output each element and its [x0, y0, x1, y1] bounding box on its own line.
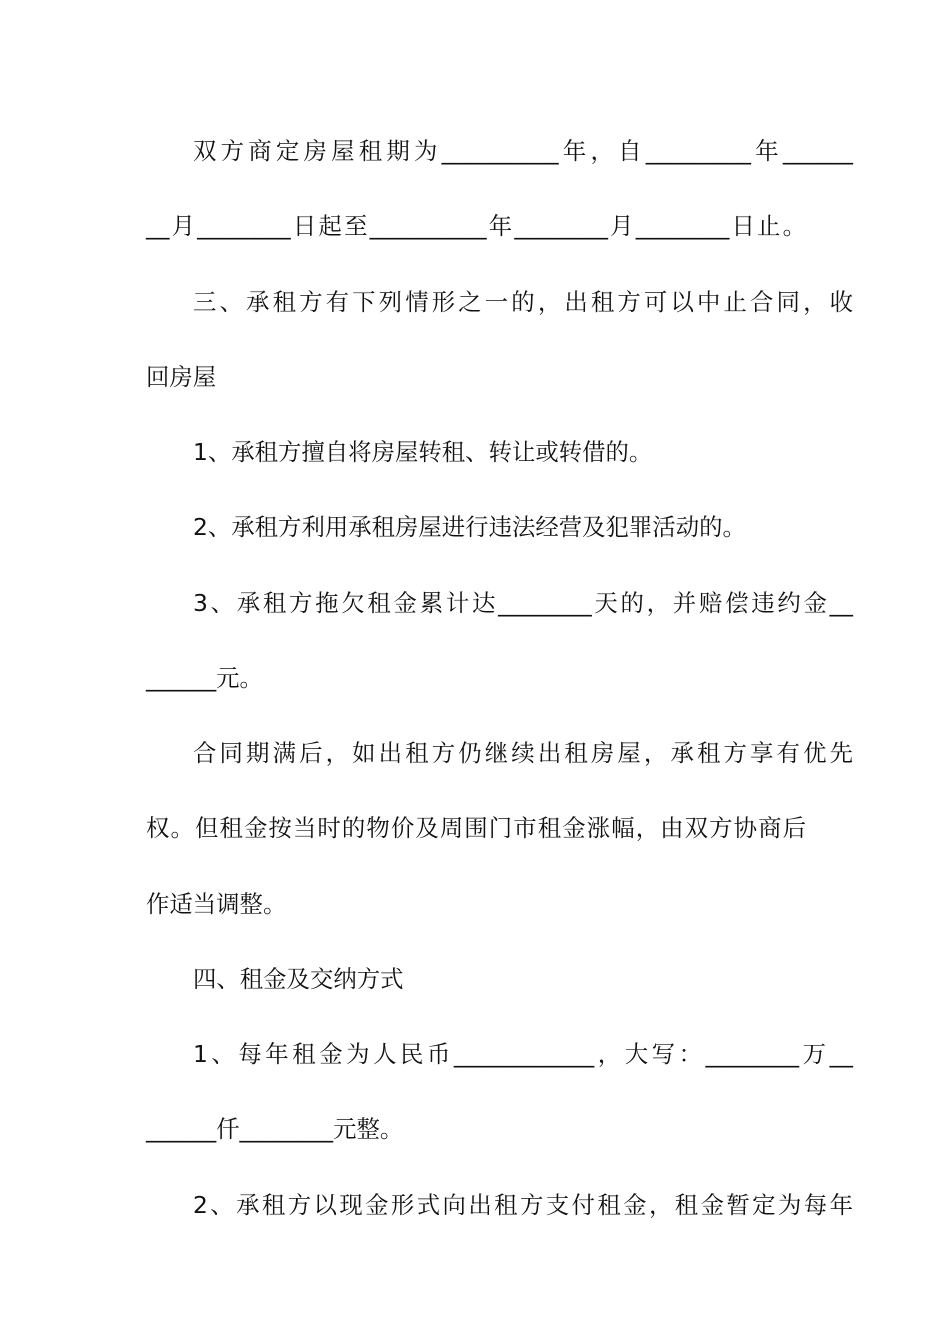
- text-line: ______仟________元整。: [146, 1115, 404, 1143]
- text-line: 2、承租方利用承租房屋进行违法经营及犯罪活动的。: [193, 513, 746, 541]
- text-line: 作适当调整。: [146, 890, 287, 918]
- text-line: __月________日起至__________年________月________日止。: [146, 212, 806, 240]
- text-line: 2、承租方以现金形式向出租方支付租金，租金暂定为每年: [193, 1191, 853, 1219]
- text-line: 四、租金及交纳方式: [193, 965, 404, 993]
- text-line: 3、承租方拖欠租金累计达________天的，并赔偿违约金__: [193, 589, 853, 617]
- text-line: 1、每年租金为人民币____________，大写：________万__: [193, 1040, 853, 1068]
- text-line: 三、承租方有下列情形之一的，出租方可以中止合同，收: [193, 288, 853, 316]
- text-line: 1、承租方擅自将房屋转租、转让或转借的。: [193, 438, 653, 466]
- text-line: 权。但租金按当时的物价及周围门市租金涨幅，由双方协商后: [146, 814, 806, 842]
- text-line: 合同期满后，如出租方仍继续出租房屋，承租方享有优先: [193, 739, 853, 767]
- text-line: 双方商定房屋租期为__________年，自_________年______: [193, 137, 853, 165]
- text-line: ______元。: [146, 664, 263, 692]
- text-line: 回房屋: [146, 363, 217, 391]
